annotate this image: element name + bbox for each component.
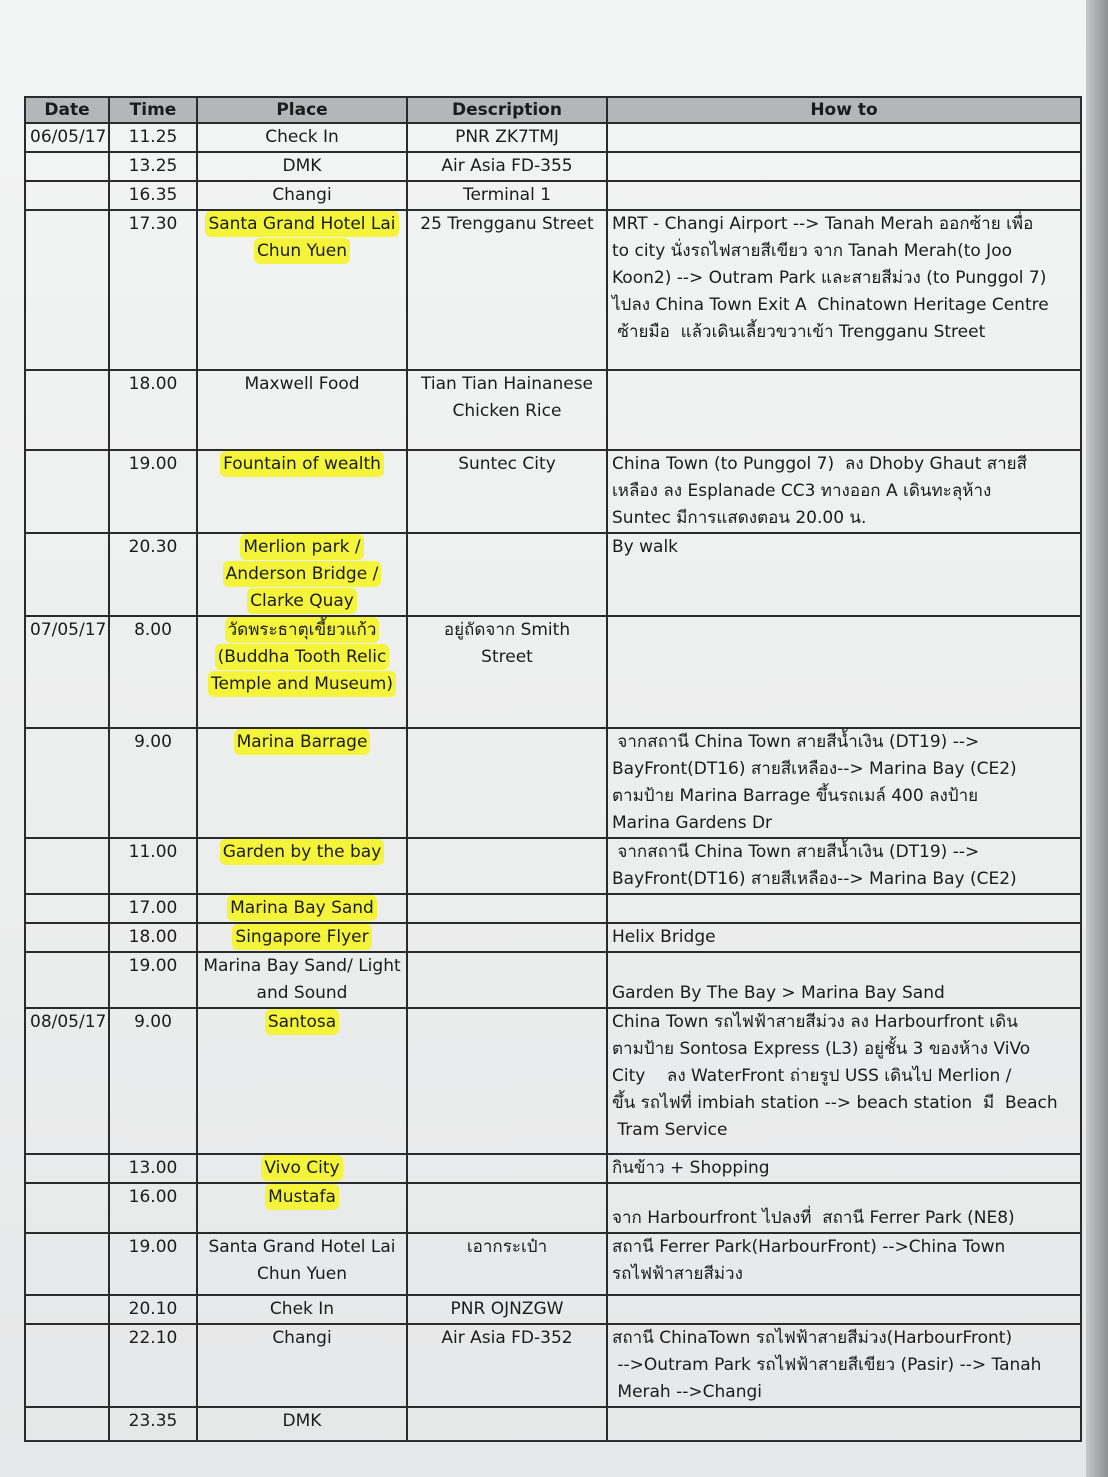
place-line <box>202 729 402 756</box>
place-text: Maxwell Food <box>244 374 360 394</box>
howto-line: MRT - Changi Airport --> Tanah Merah ออกซ้าย เพื่อ <box>612 214 1034 234</box>
place-text: Check In <box>265 127 339 147</box>
table-row <box>25 1233 1081 1295</box>
howto-line: BayFront(DT16) สายสีเหลือง--> Marina Bay (CE2) <box>612 759 1017 779</box>
date-cell <box>25 1154 109 1183</box>
description-cell <box>407 728 607 838</box>
header-place: Place <box>197 97 407 123</box>
place-line <box>202 1155 402 1182</box>
highlighted-place-text: Temple and Museum) <box>210 674 393 694</box>
place-line <box>202 1261 402 1288</box>
table-row <box>25 894 1081 923</box>
howto-cell <box>607 616 1081 728</box>
highlighted-place-text: Mustafa <box>268 1187 336 1207</box>
place-text: DMK <box>282 1411 322 1431</box>
howto-line: -->Outram Park รถไฟฟ้าสายสีเขียว (Pasir) --> Tanah <box>612 1355 1042 1375</box>
howto-line: Merah -->Changi <box>612 1382 762 1402</box>
place-text: Marina Bay Sand/ Light <box>203 956 401 976</box>
description-cell <box>407 370 607 450</box>
date-cell <box>25 838 109 894</box>
time-cell: 19.00 <box>109 450 197 533</box>
highlighted-place-text: Singapore Flyer <box>235 927 369 947</box>
place-line <box>202 153 402 180</box>
howto-line: กินข้าว + Shopping <box>612 1158 770 1178</box>
place-cell <box>197 1233 407 1295</box>
howto-cell <box>607 123 1081 152</box>
place-line <box>202 980 402 1007</box>
table-row <box>25 210 1081 370</box>
table-row <box>25 1324 1081 1407</box>
place-line <box>202 671 402 698</box>
description-cell <box>407 210 607 370</box>
table-row <box>25 533 1081 616</box>
howto-cell <box>607 370 1081 450</box>
description-cell <box>407 181 607 210</box>
place-cell <box>197 370 407 450</box>
description-cell <box>407 894 607 923</box>
description-cell <box>407 923 607 952</box>
howto-cell <box>607 894 1081 923</box>
place-cell <box>197 952 407 1008</box>
time-cell: 16.35 <box>109 181 197 210</box>
place-cell <box>197 450 407 533</box>
place-line <box>202 1184 402 1211</box>
table-row <box>25 370 1081 450</box>
place-line <box>202 451 402 478</box>
howto-line: Suntec มีการแสดงตอน 20.00 น. <box>612 508 867 528</box>
description-cell <box>407 1183 607 1233</box>
highlighted-place-text: Chun Yuen <box>256 241 348 261</box>
place-text: and Sound <box>256 983 348 1003</box>
highlighted-place-text: Santa Grand Hotel Lai <box>208 214 396 234</box>
place-cell <box>197 1008 407 1154</box>
howto-cell <box>607 923 1081 952</box>
description-cell <box>407 123 607 152</box>
howto-line: By walk <box>612 537 679 557</box>
time-cell: 20.10 <box>109 1295 197 1324</box>
time-cell: 13.25 <box>109 152 197 181</box>
table-row <box>25 1407 1081 1441</box>
itinerary-table <box>24 96 1082 1442</box>
howto-cell <box>607 1407 1081 1441</box>
place-line <box>202 588 402 615</box>
date-cell <box>25 370 109 450</box>
time-cell: 17.00 <box>109 894 197 923</box>
time-cell: 9.00 <box>109 1008 197 1154</box>
table-row <box>25 1183 1081 1233</box>
description-line: Street <box>481 647 533 667</box>
description-cell <box>407 450 607 533</box>
highlighted-place-text: Vivo City <box>264 1158 340 1178</box>
howto-line: City ลง WaterFront ถ่ายรูป USS เดินไป Merlion / <box>612 1066 1012 1086</box>
place-line <box>202 644 402 671</box>
place-line <box>202 1009 402 1036</box>
table-row <box>25 923 1081 952</box>
howto-cell <box>607 1154 1081 1183</box>
table-row <box>25 1154 1081 1183</box>
howto-line: เหลือง ลง Esplanade CC3 ทางออก A เดินทะลุห้าง <box>612 481 992 501</box>
place-text: Changi <box>272 1328 332 1348</box>
howto-line: Garden By The Bay > Marina Bay Sand <box>612 983 945 1003</box>
time-cell: 19.00 <box>109 1233 197 1295</box>
howto-line: จากสถานี China Town สายสีน้ำเงิน (DT19) --> <box>612 732 980 752</box>
howto-line: China Town รถไฟฟ้าสายสีม่วง ลง Harbourfront เดิน <box>612 1012 1018 1032</box>
howto-cell <box>607 533 1081 616</box>
howto-line: Tram Service <box>612 1120 728 1140</box>
howto-cell <box>607 952 1081 1008</box>
howto-cell <box>607 450 1081 533</box>
place-line <box>202 1325 402 1352</box>
place-line <box>202 895 402 922</box>
howto-line: ตามป้าย Sontosa Express (L3) อยู่ชั้น 3 ของห้าง ViVo <box>612 1039 1031 1059</box>
place-cell <box>197 1154 407 1183</box>
date-cell <box>25 952 109 1008</box>
highlighted-place-text: (Buddha Tooth Relic <box>217 647 387 667</box>
date-cell: 08/05/17 <box>25 1008 109 1154</box>
place-text: Chun Yuen <box>256 1264 348 1284</box>
howto-line: to city นั่งรถไฟสายสีเขียว จาก Tanah Merah(to Joo <box>612 241 1012 261</box>
howto-cell <box>607 1295 1081 1324</box>
date-cell <box>25 1295 109 1324</box>
time-cell: 16.00 <box>109 1183 197 1233</box>
table-row <box>25 838 1081 894</box>
itinerary-body <box>25 123 1081 1441</box>
place-line <box>202 182 402 209</box>
description-cell <box>407 616 607 728</box>
description-cell <box>407 838 607 894</box>
place-line <box>202 534 402 561</box>
time-cell: 18.00 <box>109 923 197 952</box>
header-description: Description <box>407 97 607 123</box>
date-cell <box>25 1407 109 1441</box>
place-text: Changi <box>272 185 332 205</box>
place-cell <box>197 728 407 838</box>
date-cell <box>25 533 109 616</box>
howto-line: ขึ้น รถไฟที่ imbiah station --> beach station มี Beach <box>612 1093 1058 1113</box>
highlighted-place-text: Merlion park / <box>243 537 361 557</box>
date-cell <box>25 1324 109 1407</box>
description-cell <box>407 1324 607 1407</box>
time-cell: 13.00 <box>109 1154 197 1183</box>
place-cell <box>197 1295 407 1324</box>
howto-cell <box>607 838 1081 894</box>
date-cell: 07/05/17 <box>25 616 109 728</box>
header-howto: How to <box>607 97 1081 123</box>
place-line <box>202 617 402 644</box>
description-line: Tian Tian Hainanese <box>420 374 594 394</box>
time-cell: 23.35 <box>109 1407 197 1441</box>
place-line <box>202 953 402 980</box>
table-row <box>25 952 1081 1008</box>
howto-cell <box>607 1324 1081 1407</box>
place-cell <box>197 838 407 894</box>
paper-edge-shadow <box>1086 0 1108 1477</box>
table-row <box>25 123 1081 152</box>
howto-line: จาก Harbourfront ไปลงที่ สถานี Ferrer Park (NE8) <box>612 1208 1015 1228</box>
place-cell <box>197 616 407 728</box>
time-cell: 20.30 <box>109 533 197 616</box>
description-cell <box>407 1407 607 1441</box>
time-cell: 8.00 <box>109 616 197 728</box>
howto-cell <box>607 1183 1081 1233</box>
howto-line: ตามป้าย Marina Barrage ขึ้นรถเมล์ 400 ลงป้าย <box>612 786 979 806</box>
time-cell: 17.30 <box>109 210 197 370</box>
place-cell <box>197 1407 407 1441</box>
place-cell <box>197 181 407 210</box>
highlighted-place-text: Marina Bay Sand <box>230 898 374 918</box>
place-line <box>202 839 402 866</box>
place-line <box>202 371 402 398</box>
howto-line: ซ้ายมือ แล้วเดินเลี้ยวขวาเข้า Trengganu Street <box>612 322 986 342</box>
table-row <box>25 450 1081 533</box>
description-line: Air Asia FD-352 <box>441 1328 573 1348</box>
date-cell <box>25 210 109 370</box>
time-cell: 11.00 <box>109 838 197 894</box>
place-cell <box>197 923 407 952</box>
table-row <box>25 1008 1081 1154</box>
table-row <box>25 152 1081 181</box>
howto-line: BayFront(DT16) สายสีเหลือง--> Marina Bay (CE2) <box>612 869 1017 889</box>
place-line <box>202 211 402 238</box>
date-cell <box>25 1233 109 1295</box>
highlighted-place-text: Clarke Quay <box>250 591 354 611</box>
date-cell <box>25 450 109 533</box>
place-line <box>202 1408 402 1435</box>
place-cell <box>197 1324 407 1407</box>
time-cell: 22.10 <box>109 1324 197 1407</box>
place-text: DMK <box>282 156 322 176</box>
place-line <box>202 1296 402 1323</box>
table-row <box>25 616 1081 728</box>
description-cell <box>407 152 607 181</box>
date-cell <box>25 181 109 210</box>
table-row <box>25 1295 1081 1324</box>
place-line <box>202 238 402 265</box>
highlighted-place-text: Santosa <box>267 1012 337 1032</box>
description-cell <box>407 952 607 1008</box>
highlighted-place-text: Anderson Bridge / <box>225 564 379 584</box>
place-cell <box>197 123 407 152</box>
howto-cell <box>607 1008 1081 1154</box>
time-cell: 11.25 <box>109 123 197 152</box>
place-line <box>202 924 402 951</box>
place-text: Santa Grand Hotel Lai <box>208 1237 396 1257</box>
description-line: เอากระเป๋า <box>466 1237 548 1257</box>
highlighted-place-text: Garden by the bay <box>222 842 382 862</box>
howto-line: ไปลง China Town Exit A Chinatown Heritage Centre <box>612 295 1049 315</box>
date-cell <box>25 894 109 923</box>
description-line: อยู่ถัดจาก Smith <box>443 620 571 640</box>
time-cell: 19.00 <box>109 952 197 1008</box>
howto-cell <box>607 181 1081 210</box>
description-line: PNR OJNZGW <box>450 1299 564 1319</box>
description-line: Chicken Rice <box>452 401 562 421</box>
howto-cell <box>607 1233 1081 1295</box>
date-cell <box>25 1183 109 1233</box>
highlighted-place-text: วัดพระธาตุเขี้ยวแก้ว <box>227 620 377 640</box>
description-cell <box>407 1233 607 1295</box>
description-line: 25 Trengganu Street <box>420 214 594 234</box>
howto-line: จากสถานี China Town สายสีน้ำเงิน (DT19) --> <box>612 842 980 862</box>
howto-line: รถไฟฟ้าสายสีม่วง <box>612 1264 743 1284</box>
howto-line: สถานี Ferrer Park(HarbourFront) -->China Town <box>612 1237 1006 1257</box>
time-cell: 9.00 <box>109 728 197 838</box>
description-cell <box>407 1008 607 1154</box>
howto-cell <box>607 210 1081 370</box>
place-cell <box>197 210 407 370</box>
howto-line: China Town (to Punggol 7) ลง Dhoby Ghaut สายสี <box>612 454 1028 474</box>
place-text: Chek In <box>269 1299 335 1319</box>
time-cell: 18.00 <box>109 370 197 450</box>
description-cell <box>407 1295 607 1324</box>
date-cell: 06/05/17 <box>25 123 109 152</box>
howto-cell <box>607 152 1081 181</box>
place-line <box>202 1234 402 1261</box>
table-row <box>25 181 1081 210</box>
place-cell <box>197 1183 407 1233</box>
place-cell <box>197 533 407 616</box>
description-line: Suntec City <box>458 454 556 474</box>
howto-line: Marina Gardens Dr <box>612 813 773 833</box>
howto-line: Koon2) --> Outram Park และสายสีม่วง (to Punggol 7) <box>612 268 1047 288</box>
date-cell <box>25 728 109 838</box>
description-cell <box>407 533 607 616</box>
description-cell <box>407 1154 607 1183</box>
description-line: Air Asia FD-355 <box>441 156 573 176</box>
place-cell <box>197 152 407 181</box>
place-line <box>202 561 402 588</box>
place-line <box>202 124 402 151</box>
date-cell <box>25 152 109 181</box>
howto-line: Helix Bridge <box>612 927 716 947</box>
howto-line: สถานี ChinaTown รถไฟฟ้าสายสีม่วง(HarbourFront) <box>612 1328 1013 1348</box>
header-time: Time <box>109 97 197 123</box>
table-row <box>25 728 1081 838</box>
highlighted-place-text: Fountain of wealth <box>223 454 381 474</box>
howto-cell <box>607 728 1081 838</box>
place-cell <box>197 894 407 923</box>
header-date: Date <box>25 97 109 123</box>
description-line: Terminal 1 <box>462 185 552 205</box>
description-line: PNR ZK7TMJ <box>455 127 559 147</box>
highlighted-place-text: Marina Barrage <box>236 732 368 752</box>
header-row <box>25 97 1081 123</box>
date-cell <box>25 923 109 952</box>
